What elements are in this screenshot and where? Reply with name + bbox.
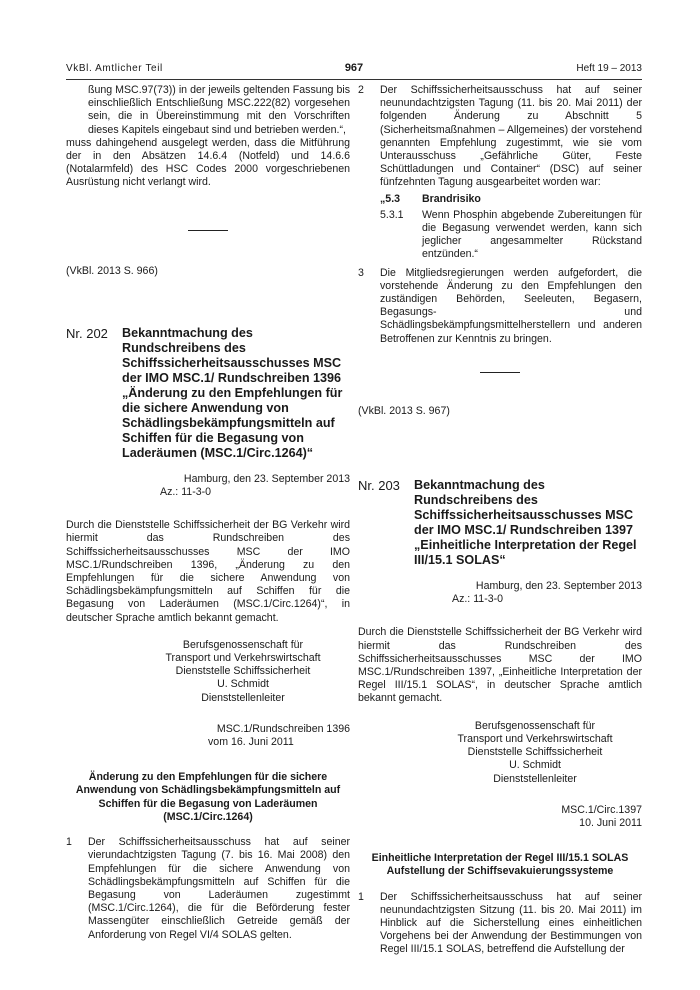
item-number: 3	[358, 266, 364, 279]
document-subtitle: Einheitliche Interpretation der Regel III/15.1 SOLAS	[371, 852, 629, 865]
item-text: Die Mitgliedsregierungen werden aufgefordert, die vorstehende Änderung zu den Empfehlungen den zuständigen Behörden, Seeleuten, Begasern, Begasungs- und Schädlingsbekämpfungsmittelherstellern und anderen Betroffenen zur Kenntnis zu bringen.	[380, 266, 642, 345]
right-column	[358, 84, 642, 957]
circular-number: MSC.1/Rundschreiben 1396	[216, 722, 350, 735]
numbered-item	[358, 891, 642, 957]
notice-203	[358, 478, 642, 568]
section-heading	[380, 193, 642, 206]
page-header	[66, 61, 642, 80]
signature-block	[358, 720, 642, 786]
circular-number: MSC.1/Circ.1397	[561, 803, 642, 816]
item-number: 1	[358, 890, 364, 903]
reference-note: (VkBl. 2013 S. 967)	[358, 404, 450, 417]
signature-line: Dienststelle Schiffssicherheit	[467, 746, 603, 759]
issue-number: Heft 19 – 2013	[576, 63, 642, 74]
signature-block	[66, 639, 350, 705]
notice-intro: Durch die Dienststelle Schiffssicherheit der BG Verkehr wird hiermit das Rundschreiben des Schiffssicherheitsausschusses MSC der IMO MSC.1/Rundschreiben 1396, „Änderung zu den Empfehlungen für die sichere Anwendung von Schädlingsbekämpfungsmitteln auf Schiffen für die Begasung von Laderäumen (MSC.1/Circ.1264)“, in deutscher Sprache amtlich bekannt gemacht.	[66, 519, 350, 624]
section-number: „5.3	[380, 192, 401, 205]
signature-name: U. Schmidt	[217, 678, 269, 691]
item-text: Der Schiffssicherheitsausschuss hat auf seiner neunundachtzigsten Tagung (11. bis 20. Mai 2011) der folgenden Änderung zu Abschnitt 5 (Sicherheitsmaßnahmen – Allgemeines) der vorstehend genannten Empfehlung zugestimmt, wie sie vom Unterausschuss „Gefährliche Güter, Feste Schüttladungen und Container“ (DSC) auf seiner fünfzehnten Tagung ausgearbeitet worden war:	[380, 84, 642, 189]
signature-line: Dienststelle Schiffssicherheit	[175, 665, 311, 678]
continued-quote: ßung MSC.97(73)) in der jeweils geltenden Fassung bis einschließlich Entschließung MSC.222(82) vorgesehen sein, die in Übereinstimmung mit den Vorschriften dieses Kapitels eingebaut sind und betrieben werden.“,	[88, 84, 350, 136]
signature-role: Dienststellenleiter	[201, 691, 285, 704]
signature-line: Berufsgenossenschaft für	[182, 638, 304, 651]
subsection	[380, 209, 642, 262]
subsection-number: 5.3.1	[380, 208, 404, 221]
signature-line: Transport und Verkehrswirtschaft	[457, 732, 613, 745]
section-title: Brandrisiko	[422, 192, 481, 205]
signature-role: Dienststellenleiter	[493, 772, 577, 785]
signature-name: U. Schmidt	[509, 759, 561, 772]
notice-title: Bekanntmachung des Rundschreibens des Schiffssicherheitsausschusses MSC der IMO MSC.1/ Rundschreiben 1396 „Änderung zu den Empfehlungen für die sichere Anwendung von Schädlingsbekämpfungsmitteln auf Schiffen für die Begasung von Laderäumen (MSC.1/Circ.1264)“	[122, 325, 343, 460]
item-number: 2	[358, 84, 364, 96]
document-subtitle-2: Aufstellung der Schiffsevakuierungssysteme	[386, 865, 614, 878]
journal-name: VkBl. Amtlicher Teil	[66, 63, 163, 74]
circular-reference	[358, 804, 642, 830]
place-date: Hamburg, den 23. September 2013	[475, 580, 642, 593]
page-number: 967	[344, 62, 364, 74]
notice-number: Nr. 202	[66, 325, 108, 341]
continued-paragraph: muss dahingehend ausgelegt werden, dass die Mitführung der in den Absätzen 14.6.4 (Notfeld) und 14.6.6 (Notalarmfeld) des HSC Codes 2000 vorgeschriebenen Ausrüstung nicht verlangt wird.	[66, 136, 350, 189]
left-column	[66, 84, 350, 942]
place-date-block	[358, 580, 642, 606]
amendment-block	[358, 193, 642, 262]
file-reference: Az.: 11-3-0	[160, 486, 212, 499]
place-date-block	[66, 473, 350, 499]
circular-date: 10. Juni 2011	[579, 816, 642, 829]
place-date: Hamburg, den 23. September 2013	[183, 472, 350, 485]
circular-reference	[66, 723, 350, 749]
numbered-item	[358, 84, 642, 190]
item-text: Der Schiffssicherheitsausschuss hat auf seiner neunundachtzigsten Sitzung (11. bis 20. Mai 2011) im Hinblick auf die Sicherstellung eines einheitlichen Vorgehens bei der Anwendung der Bestimmungen von Regel III/15.1 SOLAS, betreffend die Aufstellung der	[380, 890, 642, 956]
item-text: Der Schiffssicherheitsausschuss hat auf seiner vierundachtzigsten Tagung (7. bis 16. Mai 2008) den Empfehlungen für die sichere Anwendung von Schädlingsbekämpfungsmitteln auf Schiffen für die Begasung von Laderäumen zugestimmt (MSC.1/Circ.1264), die für die Beförderung fester Massengüter einschließlich Getreide gemäß der Anforderung von Regel VI/4 SOLAS gelten.	[88, 836, 350, 941]
signature-line: Berufsgenossenschaft für	[474, 719, 596, 732]
notice-number: Nr. 203	[358, 478, 400, 494]
file-reference: Az.: 11-3-0	[452, 593, 504, 606]
reference-note: (VkBl. 2013 S. 966)	[66, 264, 158, 277]
signature-line: Transport und Verkehrswirtschaft	[165, 652, 321, 665]
notice-title: Bekanntmachung des Rundschreibens des Schiffssicherheitsausschusses MSC der IMO MSC.1/ Rundschreiben 1397 „Einheitliche Interpretation der Regel III/15.1 SOLAS“	[414, 478, 637, 568]
document-subtitle: Änderung zu den Empfehlungen für die sichere Anwendung von Schädlingsbekämpfungsmitteln auf Schiffen für die Begasung von Laderäumen (MSC.1/Circ.1264)	[75, 771, 341, 823]
circular-date: vom 16. Juni 2011	[208, 736, 294, 749]
item-number: 1	[66, 836, 72, 849]
subsection-text: Wenn Phosphin abgebende Zubereitungen für die Begasung verwendet werden, kann sich jeglicher angesammelter Rückstand entzünden.“	[422, 208, 642, 261]
numbered-item	[66, 836, 350, 942]
numbered-item	[358, 267, 642, 346]
notice-intro: Durch die Dienststelle Schiffssicherheit der BG Verkehr wird hiermit das Rundschreiben des Schiffssicherheitsausschusses MSC der IMO MSC.1/Rundschreiben 1397, „Einheitliche Interpretation der Regel III/15.1 SOLAS“, in deutscher Sprache amtlich bekannt gemacht.	[358, 626, 642, 705]
notice-202	[66, 326, 350, 461]
